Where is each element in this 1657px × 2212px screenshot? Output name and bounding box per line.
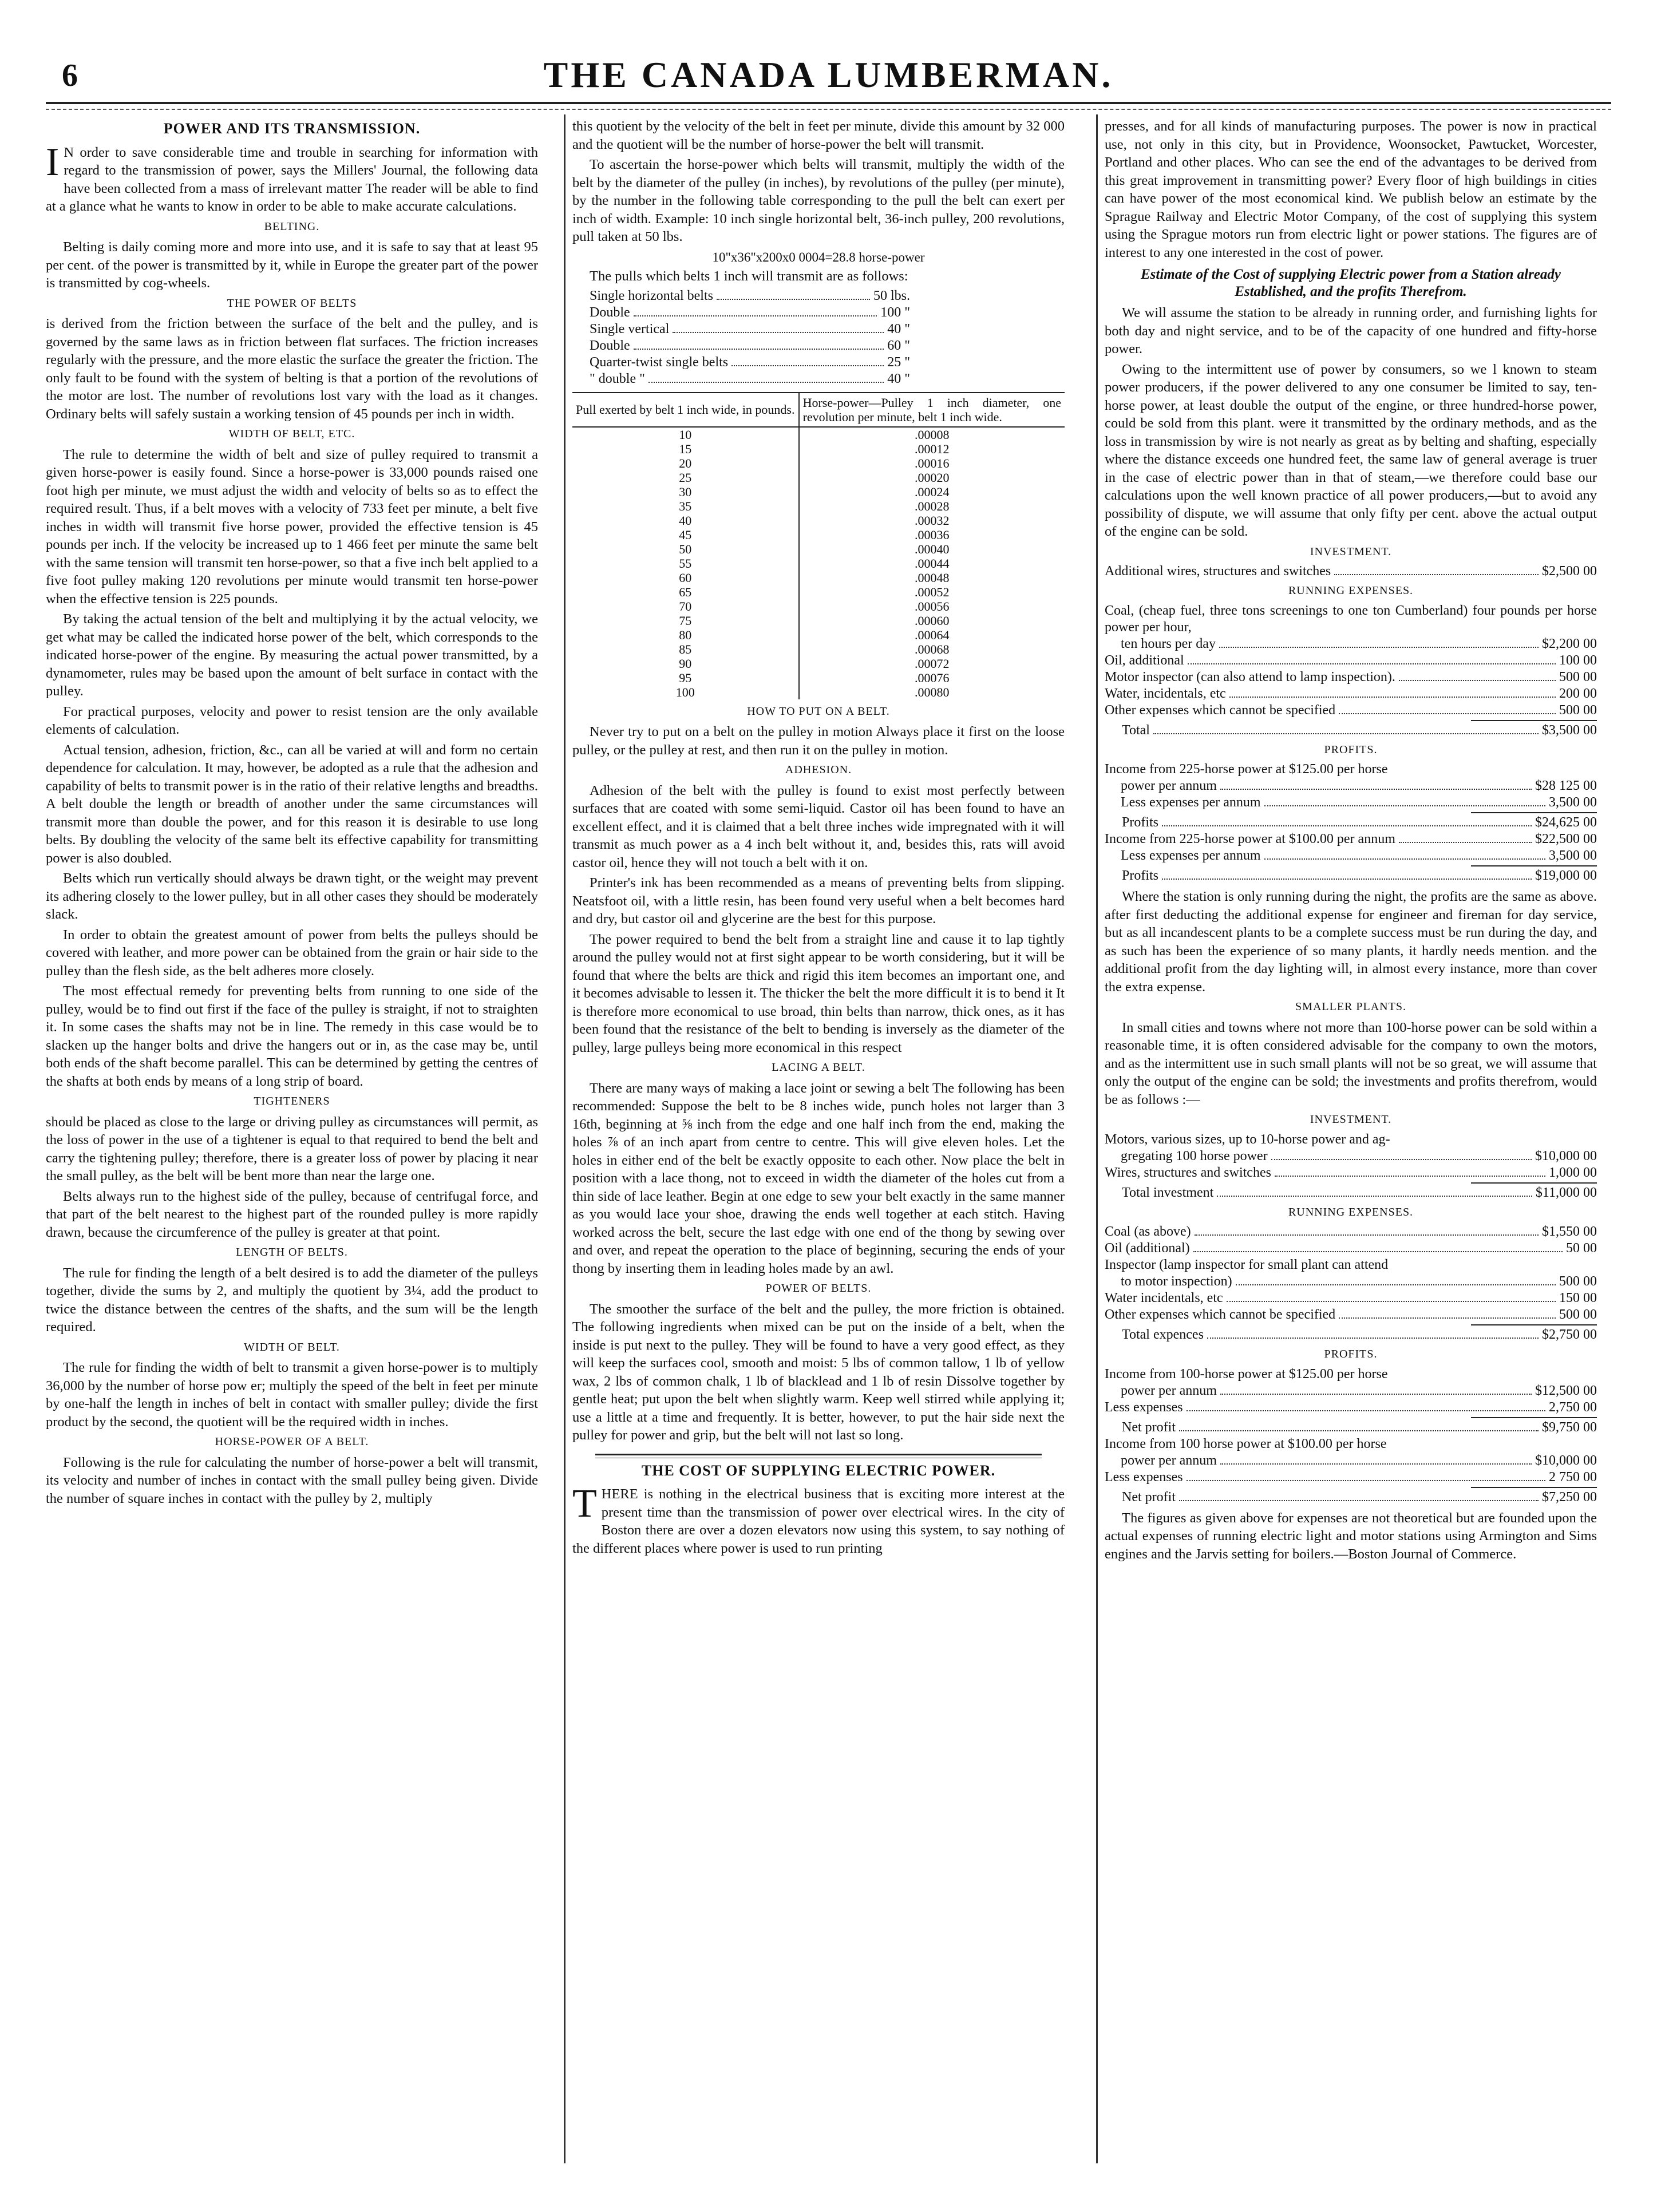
paragraph: The most effectual remedy for preventing belts from running to one side of the pulley, would be to find out first if the face of the pulley is straight, if not to straighten it. In some cases the shafts may not be in line. The remedy in this case would be to slacken up the hanger bolts and drive the hangers out or in, as the case may be, until both ends of the shaft become parallel. This can be determined by getting the centres of the shafts at both ends by means of a long strip of board. (46, 983, 538, 1089)
article-title: POWER AND ITS TRANSMISSION. (163, 120, 421, 137)
paragraph: To ascertain the horse-power which belts will transmit, multiply the width of the belt by the diameter of the pulley (in inches), by revolutions of the pulley (per minute), by the number in the following table corresponding to the pull the belt can exert per inch of width. Example: 10 inch single horizontal belt, 36-inch pulley, 200 revolutions, pull taken at 50 lbs. (572, 157, 1065, 244)
ledger-total: Total expences $2,750 00 (1122, 1327, 1597, 1342)
table-row (572, 671, 1065, 685)
subheading: HORSE-POWER OF A BELT. (215, 1435, 369, 1448)
table-row (572, 485, 1065, 499)
paragraph: Belting is daily coming more and more into use, and it is safe to say that at least 95 per cent. of the power is transmitted by it, while in Europe the greater part of the power is transmitted by cog-wheels. (46, 239, 538, 291)
paragraph: Belts always run to the highest side of the pulley, because of centrifugal force, and that part of the belt nearest to the highest part of the rounded pulley is more rapidly drawn, because the circumference of the pulley is greater at that point. (46, 1188, 538, 1240)
table-cell: .00080 (799, 685, 1065, 699)
table-row (572, 685, 1065, 699)
ledger-row: to motor inspection) 500 00 (1121, 1274, 1597, 1289)
ledger-row: Less expenses 2 750 00 (1105, 1469, 1597, 1485)
ledger-total: Profits $19,000 00 (1122, 868, 1597, 883)
paragraph: For practical purposes, velocity and power to resist tension are the only available elements of calculation. (46, 703, 538, 737)
table-cell: .00024 (799, 485, 1065, 499)
table-cell: 55 (679, 556, 692, 571)
header-rule-dashed (46, 109, 1611, 110)
ledger-row: Other expenses which cannot be specified 500 00 (1105, 702, 1597, 718)
table-cell: 80 (679, 627, 692, 642)
ledger-total: Total investment $11,000 00 (1122, 1185, 1597, 1200)
column-3 (1105, 117, 1597, 2166)
paragraph: In order to obtain the greatest amount of power from belts the pulleys should be covered with leather, and more power can be obtained from the grain or hair side to the pulley than the flesh side, as the belt adheres more closely. (46, 927, 538, 979)
sum-rule (1471, 812, 1597, 813)
table-row (572, 628, 1065, 642)
pull-row: " double " 40 " (590, 371, 910, 386)
subheading: TIGHTENERS (254, 1095, 330, 1107)
subheading: PROFITS. (1324, 1348, 1378, 1360)
ledger-row: ten hours per day $2,200 00 (1121, 636, 1597, 651)
ledger-row: Coal (as above) $1,550 00 (1105, 1224, 1597, 1239)
table-cell: .00012 (799, 442, 1065, 456)
ledger-row: Additional wires, structures and switches $2,500 00 (1105, 564, 1597, 579)
table-row (572, 499, 1065, 513)
ledger-row: Less expenses per annum 3,500 00 (1121, 848, 1597, 863)
horsepower-table (572, 392, 1065, 699)
table-row (572, 614, 1065, 628)
table-row (572, 599, 1065, 614)
paragraph: is derived from the friction between the surface of the belt and the pulley, and is governed by the same laws as in friction between flat surfaces. The friction increases regularly with the pressure, and the more elastic the surface the greater the friction. The only fault to be found with the system of belting is that a portion of the revolutions of the motor are lost. The number of revolutions lost vary with the load as it changes. Ordinary belts will safely sustain a working tension of 45 pounds per inch in width. (46, 316, 538, 422)
paragraph: Following is the rule for calculating the number of horse-power a belt will transmit, its velocity and number of inches in contact with the small pulley being given. Divide the number of square inches in contact with the pulley by 2, multiply (46, 1454, 538, 1506)
ledger-row: Income from 225-horse power at $125.00 per horse (1105, 762, 1388, 777)
table-cell: 10 (679, 427, 692, 442)
ledger-row: Oil, additional 100 00 (1105, 652, 1597, 668)
table-cell: 65 (679, 584, 692, 599)
table-row (572, 571, 1065, 585)
drop-cap: I (46, 140, 60, 184)
ledger-row: Motors, various sizes, up to 10-horse power and ag- (1105, 1131, 1390, 1147)
table-cell: .00076 (799, 671, 1065, 685)
table-row (572, 556, 1065, 571)
paragraph: Never try to put on a belt on the pulley in motion Always place it first on the loose pulley, or the pulley at rest, and then run it on the pulley in motion. (572, 724, 1065, 758)
sum-rule (1471, 1182, 1597, 1184)
paragraph: Adhesion of the belt with the pulley is found to exist most perfectly between surfaces that are coated with some semi-liquid. Castor oil has been found to have an excellent effect, and it is claimed that a belt three inches wide impregnated with it will transmit as much power as a 4 inch belt without it, and, besides this, rats will avoid castor oil, hence they will not touch a belt with it on. (572, 782, 1065, 870)
subheading: ADHESION. (785, 763, 852, 776)
table-cell: 95 (679, 670, 692, 685)
table-cell: .00044 (799, 556, 1065, 571)
ledger-row: gregating 100 horse power $10,000 00 (1121, 1148, 1597, 1164)
table-cell: .00032 (799, 513, 1065, 528)
paragraph: By taking the actual tension of the belt and multiplying it by the actual velocity, we get what may be called the indicated horse power of the belt, which corresponds to the indicated horse-power of the engine. By measuring the actual power transmitted, by a dynamometer, rules may be based upon the amount of belt surface in contact with the pulley. (46, 611, 538, 699)
table-row (572, 470, 1065, 485)
table-cell: 45 (679, 527, 692, 542)
paragraph: The pulls which belts 1 inch will transmit are as follows: (590, 268, 908, 284)
column-divider (1096, 114, 1098, 2163)
table-row (572, 513, 1065, 528)
page-number: 6 (62, 58, 78, 93)
table-cell: 100 (675, 684, 695, 699)
sum-rule (1471, 1324, 1597, 1325)
paragraph: Owing to the intermittent use of power by consumers, so we l known to steam power producers, if the power delivered to any one consumer be limited to say, ten-horse power, at least double the output of the engine, or three hundred-horse power, could be sold from this plant. were it transmitted by the ordinary methods, and as the loss in transmission by wire is not nearly as great as by belting and shafting, especially where the distance exceeds one hundred feet, the same law of general average is truer in the case of electric power than in that of steam,—we therefore could base our calculations upon the well known practice of all power producers,—but to avoid any possibility of dispute, we will assume that only fifty per cent. above the actual output of the engine can be sold. (1105, 361, 1597, 539)
ledger-row: Motor inspector (can also attend to lamp inspection). 500 00 (1105, 669, 1597, 684)
paragraph: The rule for finding the width of belt to transmit a given horse-power is to multiply 36,000 by the number of horse pow er; multiply the speed of the belt in feet per minute by one-half the length in inches of belt in contact with smaller pulley; divide the first product by the second, the quotient will be the required width in inches. (46, 1360, 538, 1430)
subheading: BELTING. (264, 220, 320, 233)
paragraph: There are many ways of making a lace joint or sewing a belt The following has been recommended: Suppose the belt to be 8 inches wide, punch holes not larger than 3 16th, beginning at ⅝ inch from the edge and one half inch from the end, making the holes ⅞ of an inch apart from centre to centre. This will give eleven holes. Let the holes in either end of the belt be exactly opposite to each other. Now place the belt in position with a lace thong, not to exceed in width the diameter of the holes cut from a thin side of lace leather. Begin at one edge to sew your belt exactly in the same manner as you would lace your shoe, drawing the ends well together at each stitch. Having worked across the belt, secure the last edge with one end of the thong by sewing over and over, and repeat the operation to the place of beginning, securing the ends of your thong by inserting them in leading holes made by an awl. (572, 1080, 1065, 1276)
table-cell: .00028 (799, 499, 1065, 513)
subheading: POWER OF BELTS. (765, 1282, 872, 1295)
table-row (572, 427, 1065, 442)
table-cell: .00040 (799, 542, 1065, 556)
table-row (572, 528, 1065, 542)
ledger-row: Less expenses 2,750 00 (1105, 1399, 1597, 1415)
column-divider (564, 114, 565, 2163)
table-cell: 25 (679, 470, 692, 485)
ledger-row: Income from 100-horse power at $125.00 per horse (1105, 1366, 1388, 1382)
paragraph: Actual tension, adhesion, friction, &c., can all be varied at will and form no certain dependence for calculation. It may, however, be adopted as a rule that the adhesion and capability of belts to transmit power is in the ratio of their relative lengths and breadths. A belt double the length or breadth of another under the same circumstances will transmit more than double the power, and for this reason it is desirable to use long belts. By doubling the velocity of the same belt its effective capability for transmitting power is also doubled. (46, 742, 538, 866)
table-row (572, 456, 1065, 470)
column-2 (572, 117, 1065, 2166)
subheading: PROFITS. (1324, 743, 1378, 756)
table-cell: 40 (679, 513, 692, 528)
subheading: LACING A BELT. (772, 1061, 865, 1074)
paragraph: THERE is nothing in the electrical business that is exciting more interest at the present time than the transmission of power over electrical wires. In the city of Boston there are over a dozen elevators now using this system, to say nothing of the different places where power is used to run printing (572, 1482, 1065, 1556)
table-cell: .00048 (799, 571, 1065, 585)
table-header: Horse-power—Pulley 1 inch diameter, one revolution per minute, belt 1 inch wide. (799, 393, 1065, 427)
ledger-total: Net profit $9,750 00 (1122, 1419, 1597, 1435)
ledger-row: power per annum $10,000 00 (1121, 1453, 1597, 1468)
ledger-row: Less expenses per annum 3,500 00 (1121, 795, 1597, 810)
subheading: RUNNING EXPENSES. (1288, 584, 1414, 597)
table-cell: .00020 (799, 470, 1065, 485)
header-rule (46, 102, 1611, 104)
table-cell: 30 (679, 484, 692, 499)
sum-rule (1471, 720, 1597, 721)
ledger-total: Net profit $7,250 00 (1122, 1489, 1597, 1505)
table-cell: 15 (679, 441, 692, 456)
table-cell: 90 (679, 656, 692, 671)
table-cell: .00036 (799, 528, 1065, 542)
table-cell: 75 (679, 613, 692, 628)
ledger-row: Income from 100 horse power at $100.00 per horse (1105, 1436, 1387, 1451)
paragraph: Printer's ink has been recommended as a means of preventing belts from slipping. Neatsfoot oil, with a little resin, has been found very useful when a belt becomes hard and dry, but castor oil and glycerine are the best for this purpose. (572, 875, 1065, 927)
subheading: RUNNING EXPENSES. (1288, 1205, 1414, 1218)
subheading: LENGTH OF BELTS. (236, 1246, 348, 1259)
ledger-row: Water, incidentals, etc 200 00 (1105, 686, 1597, 701)
table-cell: 60 (679, 570, 692, 585)
table-cell: .00008 (799, 427, 1065, 442)
sum-rule (1471, 865, 1597, 866)
ledger-row: power per annum $28 125 00 (1121, 778, 1597, 793)
paragraph: Where the station is only running during the night, the profits are the same as above. after first deducting the additional expense for engineer and fireman for day service, but as all incandescent plants to be a complete success must be run during the day, and as such has been the experience of so many plants, it hardly needs mention. and the additional profit from the day lighting will, in almost every instance, more than cover the extra expense. (1105, 889, 1597, 995)
subheading: INVESTMENT. (1310, 1113, 1392, 1126)
column-1 (46, 117, 538, 2166)
pull-row: Single horizontal belts 50 lbs. (590, 288, 910, 303)
pull-row: Quarter-twist single belts 25 " (590, 354, 910, 370)
ledger-row: Coal, (cheap fuel, three tons screenings to one ton Cumberland) four pounds per horse power per hour, (1105, 603, 1597, 635)
paragraph: this quotient by the velocity of the belt in feet per minute, divide this amount by 32 000 and the quotient will be the number of horse-power the belt will transmit. (572, 118, 1065, 152)
ledger-row: Oil (additional) 50 00 (1105, 1241, 1597, 1256)
paragraph: The smoother the surface of the belt and the pulley, the more friction is obtained. The following ingredients when mixed can be put on the inside of a belt, when the inside is put next to the pulley. They will be found to have a very good effect, as they will keep the surfaces cool, smooth and moist: 5 lbs of common tallow, 1 lb of yellow wax, 2 lbs of common chalk, 1 lb of blacklead and 1 lb of resin Dissolve together by gentle heat; put upon the belt when slightly warm. Keep well stirred while applying it; use a little at a time and frequently. It is better, however, to put the hair side next the pulley for power and grip, but the belt will not last so long. (572, 1301, 1065, 1443)
subheading: WIDTH OF BELT, ETC. (228, 428, 355, 440)
table-row (572, 442, 1065, 456)
ledger-row: power per annum $12,500 00 (1121, 1383, 1597, 1398)
table-cell: 20 (679, 456, 692, 470)
table-cell: .00052 (799, 585, 1065, 599)
ledger-row: Income from 225-horse power at $100.00 per annum $22,500 00 (1105, 832, 1597, 846)
table-cell: 50 (679, 541, 692, 556)
table-cell: .00068 (799, 642, 1065, 656)
table-row (572, 542, 1065, 556)
pull-row: Double 100 " (590, 304, 910, 320)
table-cell: 70 (679, 599, 692, 614)
paragraph: I N order to save considerable time and trouble in searching for information with regard to the transmission of power, says the Millers' Journal, the following data have been collected from a mass of irrelevant matter The reader will be able to find at a glance what he wants to know in order to be able to make accurate calculations. (46, 140, 538, 214)
article-divider (595, 1454, 1042, 1458)
table-cell: .00016 (799, 456, 1065, 470)
sum-rule (1471, 1487, 1597, 1488)
formula: 10"x36"x200x0 0004=28.8 horse-power (712, 250, 925, 264)
table-cell: .00064 (799, 628, 1065, 642)
table-row (572, 642, 1065, 656)
table-cell: 85 (679, 642, 692, 656)
paragraph: The figures as given above for expenses are not theoretical but are founded upon the actual expenses of running electric light and motor stations using Armington and Sims engines and the Jarvis setting for boilers.—Boston Journal of Commerce. (1105, 1510, 1597, 1562)
masthead: THE CANADA LUMBERMAN. (543, 54, 1114, 95)
subheading: WIDTH OF BELT. (244, 1340, 340, 1354)
ledger-row: Water incidentals, etc 150 00 (1105, 1291, 1597, 1305)
subheading: SMALLER PLANTS. (1295, 1000, 1406, 1013)
paragraph: presses, and for all kinds of manufacturing purposes. The power is now in practical use, not only in this city, but in Providence, Woonsocket, Pawtucket, Worcester, Portland and other places. Who can see the end of the advantages to be derived from this great improvement in transmitting power? Every floor of high buildings in cities can have power of the most economical kind. We publish below an estimate by the Sprague Railway and Electric Motor Company, of the cost of supplying this system using the Sprague motors run from electric light or power stations. The figures are of interest to any one interested in the cost of power. (1105, 118, 1597, 260)
ledger-row: Inspector (lamp inspector for small plant can attend (1105, 1257, 1389, 1272)
paragraph: In small cities and towns where not more than 100-horse power can be sold within a reasonable time, it is often considered advisable for the company to own the motors, and as the intermittent use in such small plants will not be so great, we will assume that only the output of the engine can be sold; the investments and profits therefrom, would be as follows :— (1105, 1019, 1597, 1107)
table-row (572, 656, 1065, 671)
drop-cap: T (572, 1482, 597, 1526)
pull-row: Double 60 " (590, 338, 910, 353)
article-title: THE COST OF SUPPLYING ELECTRIC POWER. (641, 1462, 996, 1479)
table-cell: .00056 (799, 599, 1065, 614)
table-cell: .00060 (799, 614, 1065, 628)
paragraph: should be placed as close to the large or driving pulley as circumstances will permit, as the loss of power in the use of a tightener is equal to that required to bend the belt and carry the tightening pulley; therefore, there is a greater loss of power by placing it near the small pulley, as the belt will be bent more than near the large one. (46, 1114, 538, 1184)
sum-rule (1471, 1417, 1597, 1418)
ledger-total: Total $3,500 00 (1122, 722, 1597, 738)
pull-row: Single vertical 40 " (590, 321, 910, 337)
subheading: INVESTMENT. (1310, 545, 1392, 558)
paragraph: The rule to determine the width of belt and size of pulley required to transmit a given horse-power is easily found. Since a horse-power is 33,000 pounds raised one foot high per minute, we must adjust the width and velocity of belts so as to effect the required result. Thus, if a belt moves with a velocity of 733 feet per minute, a belt five inches in width will transmit five horse power, provided the effective tension is 45 pounds per inch. If the velocity be increased up to 1 466 feet per minute the same belt with the same tension will transmit ten horse-power, so that a five inch belt applied to a five foot pulley making 120 revolutions per minute would transmit ten horse-power when the effective tension is 225 pounds. (46, 446, 538, 607)
paragraph: The rule for finding the length of a belt desired is to add the diameter of the pulleys together, divide the sums by 2, and multiply the quotient by 3¼, add the product to twice the distance between the centres of the shafts, and the sum will be the length required. (46, 1265, 538, 1335)
subheading: HOW TO PUT ON A BELT. (747, 705, 890, 718)
pulls-list (590, 288, 1065, 387)
ledger-total: Profits $24,625 00 (1122, 815, 1597, 830)
estimate-title: Estimate of the Cost of supplying Electric power from a Station already Established, and the profits Therefrom. (1140, 267, 1561, 299)
ledger-row: Other expenses which cannot be specified 500 00 (1105, 1307, 1597, 1322)
table-cell: 35 (679, 498, 692, 513)
subheading: THE POWER OF BELTS (227, 296, 357, 310)
table-header: Pull exerted by belt 1 inch wide, in pounds. (572, 393, 799, 427)
paragraph: The power required to bend the belt from a straight line and cause it to lap tightly around the pulley would not at first sight appear to be worth considering, but it will be found that where the belts are thick and rigid this item becomes an important one, and it becomes advisable to lessen it. The thicker the belt the more difficult it is to bend it It is therefore more economical to use broad, thin belts than narrow, thick ones, as it has been found that the resistance of the belt to bending is inversely as the diameter of the pulley, large pulleys being more economical in this respect (572, 931, 1065, 1055)
table-row (572, 585, 1065, 599)
table-cell: .00072 (799, 656, 1065, 671)
paragraph: We will assume the station to be already in running order, and furnishing lights for both day and night service, and to be of the capacity of one hundred and fifty-horse power. (1105, 305, 1597, 357)
paragraph: Belts which run vertically should always be drawn tight, or the weight may prevent its adhering closely to the lower pulley, but in all other cases they should be moderately slack. (46, 870, 538, 922)
ledger-row: Wires, structures and switches 1,000 00 (1105, 1165, 1597, 1180)
